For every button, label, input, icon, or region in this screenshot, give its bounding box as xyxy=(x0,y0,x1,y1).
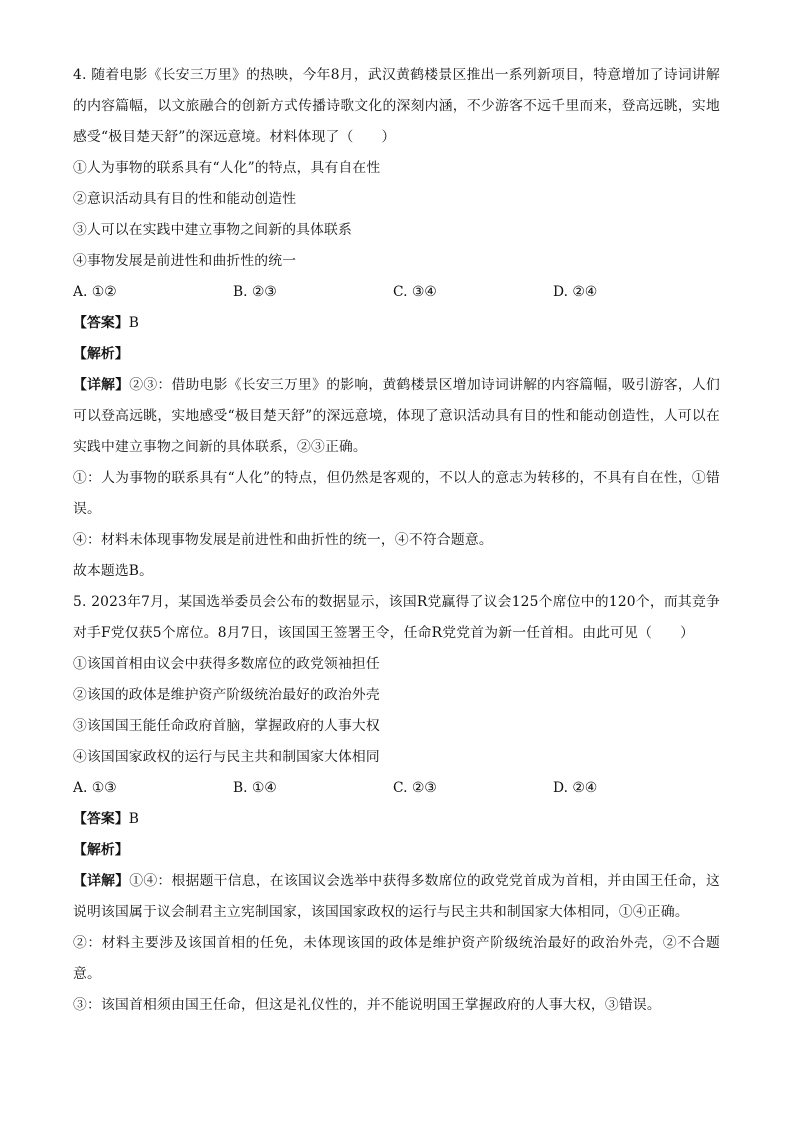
question-4-item-1: ①人为事物的联系具有“人化”的特点，具有自在性 xyxy=(73,160,381,176)
question-5-item-2: ②该国的政体是维护资产阶级统治最好的政治外壳 xyxy=(73,687,380,703)
option-b: B. ①④ xyxy=(233,780,277,796)
answer-tag: 【答案】 xyxy=(73,811,129,827)
detail-tag: 【详解】 xyxy=(73,873,130,889)
question-5-options xyxy=(73,773,720,804)
question-5-item-3: ③该国国王能任命政府首脑，掌握政府的人事大权 xyxy=(73,718,380,734)
detail-text: ②③：借助电影《长安三万里》的影响，黄鹤楼景区增加诗词讲解的内容篇幅，吸引游客，人们可以登高远眺，实地感受“极目楚天舒”的深远意境，体现了意识活动具有目的性和能动创造性，人可以在实践中建立事物之间新的具体联系，②③正确。 xyxy=(73,377,720,455)
question-4-options xyxy=(73,277,720,308)
question-4-explain-1: ①：人为事物的联系具有“人化”的特点，但仍然是客观的，不以人的意志为转移的，不具有自在性，①错误。 xyxy=(73,470,720,517)
option-c: C. ③④ xyxy=(393,284,437,300)
question-5-item-4: ④该国国家政权的运行与民主共和制国家大体相同 xyxy=(73,749,380,765)
question-4-item-2: ②意识活动具有目的性和能动创造性 xyxy=(73,191,297,207)
question-5-analysis-tag: 【解析】 xyxy=(73,842,129,858)
option-a: A. ①③ xyxy=(73,780,117,796)
detail-text: ①④：根据题干信息，在该国议会选举中获得多数席位的政党党首成为首相，并由国王任命，这说明该国属于议会制君主立宪制国家，该国国家政权的运行与民主共和制国家大体相同，①④正确。 xyxy=(73,873,720,920)
option-c: C. ②③ xyxy=(393,780,437,796)
detail-tag: 【详解】 xyxy=(73,377,130,393)
question-4-item-3: ③人可以在实践中建立事物之间新的具体联系 xyxy=(73,222,352,238)
question-4-stem: 4. 随着电影《长安三万里》的热映，今年8月，武汉黄鹤楼景区推出一系列新项目，特意增加了诗词讲解的内容篇幅，以文旅融合的创新方式传播诗歌文化的深刻内涵，不少游客不远千里而来，登高远眺，实地感受“极目楚天舒”的深远意境。材料体现了（ ） xyxy=(73,67,720,145)
option-d: D. ②④ xyxy=(553,780,598,796)
question-4-detail xyxy=(73,370,720,463)
question-4 xyxy=(73,60,720,587)
question-4-answer xyxy=(73,308,720,339)
answer-tag: 【答案】 xyxy=(73,315,129,331)
question-5-answer xyxy=(73,804,720,835)
answer-value: B xyxy=(128,315,140,331)
question-4-explain-4: ④：材料未体现事物发展是前进性和曲折性的统一，④不符合题意。 xyxy=(73,532,493,548)
option-a: A. ①② xyxy=(73,284,117,300)
question-5-item-1: ①该国首相由议会中获得多数席位的政党领袖担任 xyxy=(73,656,380,672)
option-d: D. ②④ xyxy=(553,284,598,300)
question-4-item-4: ④事物发展是前进性和曲折性的统一 xyxy=(73,253,297,269)
question-4-analysis-tag: 【解析】 xyxy=(73,346,129,362)
answer-value: B xyxy=(128,811,140,827)
question-4-conclusion: 故本题选B。 xyxy=(73,563,154,579)
option-b: B. ②③ xyxy=(233,284,277,300)
question-5-explain-3: ③：该国首相须由国王任命，但这是礼仪性的，并不能说明国王掌握政府的人事大权，③错误。 xyxy=(73,997,661,1013)
question-5-detail xyxy=(73,866,720,928)
question-5-stem: 5. 2023年7月，某国选举委员会公布的数据显示，该国R党赢得了议会125个席位中的120个，而其竞争对手F党仅获5个席位。8月7日，该国国王签署王令，任命R党党首为新一任首相。由此可见（ ） xyxy=(73,594,720,641)
question-5-explain-2: ②：材料主要涉及该国首相的任免，未体现该国的政体是维护资产阶级统治最好的政治外壳，②不合题意。 xyxy=(73,935,720,982)
question-5 xyxy=(73,587,720,1021)
